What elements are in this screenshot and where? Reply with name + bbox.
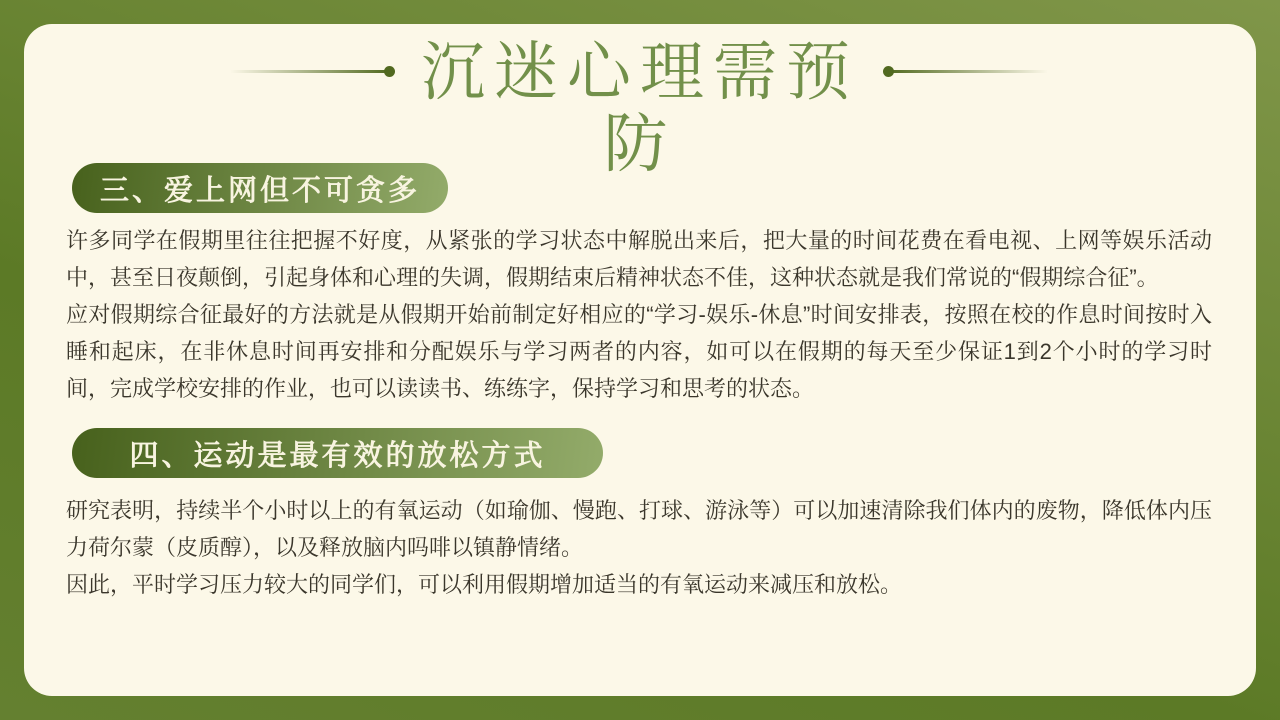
title-decor-line-left xyxy=(230,70,390,73)
paragraph: 应对假期综合征最好的方法就是从假期开始前制定好相应的“学习-娱乐-休息”时间安排表，按照在校的作息时间按时入睡和起床，在非休息时间再安排和分配娱乐与学习两者的内容，如可以在假期的每天至少保证1到2个小时的学习时间，完成学校安排的作业，也可以读读书、练练字，保持学习和思考的状态。 xyxy=(66,302,1212,401)
section-3-body xyxy=(66,222,1212,407)
paragraph: 研究表明，持续半个小时以上的有氧运动（如瑜伽、慢跑、打球、游泳等）可以加速清除我们体内的废物，降低体内压力荷尔蒙（皮质醇），以及释放脑内吗啡以镇静情绪。 xyxy=(66,498,1212,560)
section-badge-4: 四、运动是最有效的放松方式 xyxy=(72,428,603,478)
paragraph: 许多同学在假期里往往把握不好度，从紧张的学习状态中解脱出来后，把大量的时间花费在看电视、上网等娱乐活动中，甚至日夜颠倒，引起身体和心理的失调，假期结束后精神状态不佳，这种状态就是我们常说的“假期综合征”。 xyxy=(66,228,1212,290)
decor-dot-icon xyxy=(384,66,395,77)
section-4-body xyxy=(66,492,1212,603)
title-decor-line-right xyxy=(888,70,1048,73)
paragraph: 因此，平时学习压力较大的同学们，可以利用假期增加适当的有氧运动来减压和放松。 xyxy=(66,572,903,597)
decor-dot-icon xyxy=(883,66,894,77)
section-badge-3: 三、爱上网但不可贪多 xyxy=(72,163,448,213)
slide-title: 沉迷心理需预防 xyxy=(421,36,859,180)
slide-card xyxy=(24,24,1256,696)
